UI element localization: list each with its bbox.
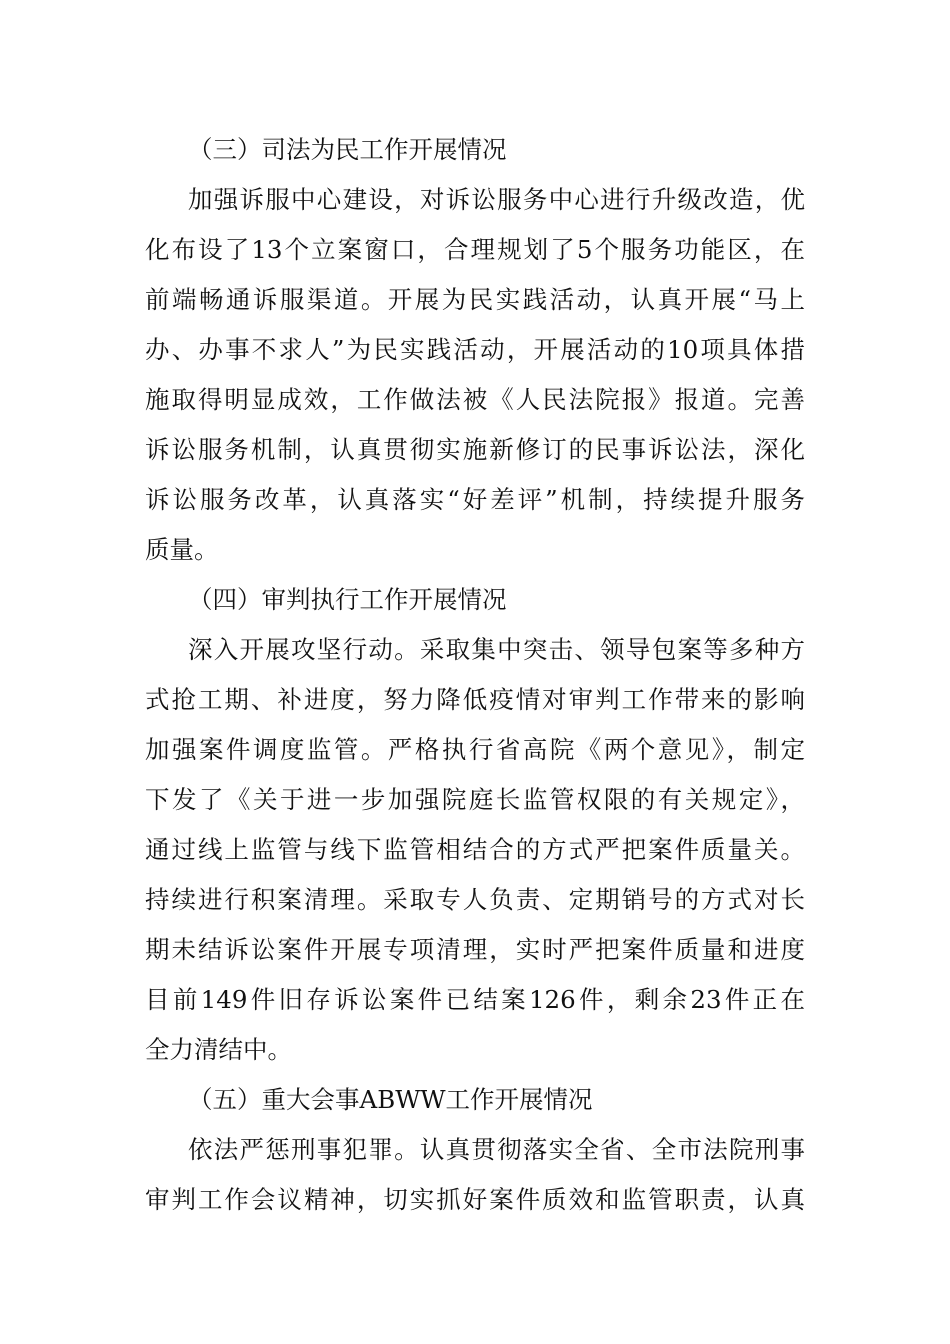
paragraph-line: 期未结诉讼案件开展专项清理，实时严把案件质量和进度 — [145, 935, 805, 964]
paragraph-line: 加强诉服中心建设，对诉讼服务中心进行升级改造，优 — [188, 185, 805, 214]
paragraph-line: 下发了《关于进一步加强院庭长监管权限的有关规定》， — [145, 785, 805, 814]
paragraph-line: 全力清结中。 — [145, 1035, 292, 1064]
section-heading-5: （五）重大会事ABWW工作开展情况 — [188, 1085, 593, 1114]
paragraph-line: 目前149件旧存诉讼案件已结案126件，剩余23件正在 — [145, 985, 805, 1014]
paragraph-line: 加强案件调度监管。严格执行省高院《两个意见》，制定 — [145, 735, 805, 764]
paragraph-line: 依法严惩刑事犯罪。认真贯彻落实全省、全市法院刑事 — [188, 1135, 805, 1164]
paragraph-line: 深入开展攻坚行动。采取集中突击、领导包案等多种方 — [188, 635, 805, 664]
paragraph-line: 诉讼服务改革，认真落实“好差评”机制，持续提升服务 — [145, 485, 805, 514]
paragraph-line: 式抢工期、补进度，努力降低疫情对审判工作带来的影响 — [145, 685, 805, 714]
paragraph-line: 化布设了13个立案窗口，合理规划了5个服务功能区，在 — [145, 235, 805, 264]
section-heading-4: （四）审判执行工作开展情况 — [188, 585, 507, 614]
section-heading-3: （三）司法为民工作开展情况 — [188, 135, 507, 164]
paragraph-line: 审判工作会议精神，切实抓好案件质效和监管职责，认真 — [145, 1185, 805, 1214]
paragraph-line: 施取得明显成效，工作做法被《人民法院报》报道。完善 — [145, 385, 805, 414]
paragraph-line: 办、办事不求人”为民实践活动，开展活动的10项具体措 — [145, 335, 805, 364]
paragraph-line: 通过线上监管与线下监管相结合的方式严把案件质量关。 — [145, 835, 805, 864]
paragraph-line: 前端畅通诉服渠道。开展为民实践活动，认真开展“马上 — [145, 285, 805, 314]
paragraph-line: 质量。 — [145, 535, 219, 564]
paragraph-line: 诉讼服务机制，认真贯彻实施新修订的民事诉讼法，深化 — [145, 435, 805, 464]
paragraph-line: 持续进行积案清理。采取专人负责、定期销号的方式对长 — [145, 885, 805, 914]
